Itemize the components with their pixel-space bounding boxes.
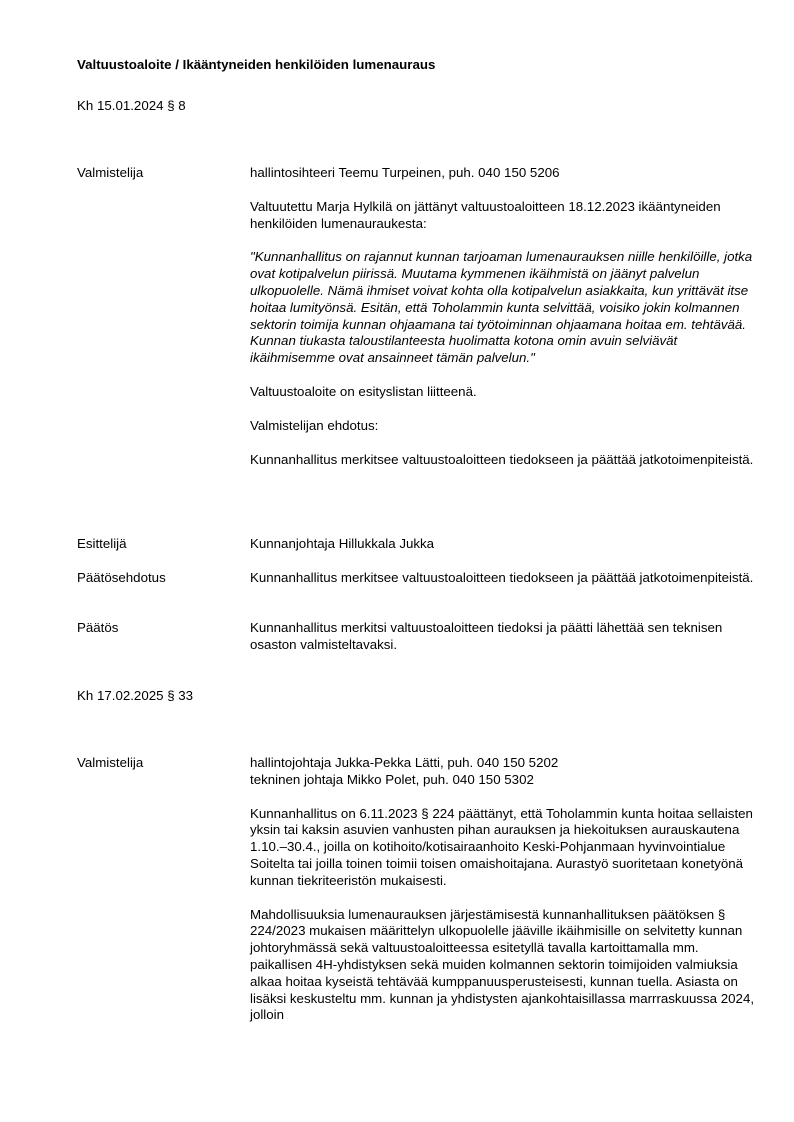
paatos-label: Päätös bbox=[77, 620, 119, 635]
paragraph-aloite-intro: Valtuutettu Marja Hylkilä on jättänyt valtuustoaloitteen 18.12.2023 ikääntyneiden henkilöiden lumenauraukesta: bbox=[250, 198, 721, 231]
esittelija-content: Kunnanjohtaja Hillukkala Jukka bbox=[250, 536, 435, 551]
valmistelija-label-2: Valmistelija bbox=[77, 755, 144, 770]
meeting-heading-2: Kh 17.02.2025 § 33 bbox=[77, 688, 194, 703]
valmistelija-name-1: hallintojohtaja Jukka-Pekka Lätti, puh. 040 150 5202 bbox=[250, 755, 559, 770]
valmistelija-content bbox=[250, 165, 758, 468]
esittelija-label: Esittelijä bbox=[77, 536, 127, 551]
valmistelija-label: Valmistelija bbox=[77, 165, 144, 180]
valmistelija-content-2 bbox=[250, 755, 758, 1024]
paragraph-selvitys: Mahdollisuuksia lumenaurauksen järjestämisestä kunnanhallituksen päätöksen § 224/2023 mukaisen määrittelyn ulkopuolelle jääville ikäihmisille on selvitetty kunnan johtoryhmässä sekä valtuustoaloitteessa esitetyllä tavalla kartoittamalla mm. paikallisen 4H-yhdistyksen sekä muiden kolmannen sektorin toimijoiden valmiuksia alkaa hoitaa kyseistä tehtävää kumppanuusperusteisesti, kunnan tuella. Asiasta on lisäksi keskusteltu mm. kunnan ja yhdistysten ajankohtaisillassa marrraskuussa 2024, jolloin bbox=[250, 906, 755, 1023]
paatosehdotus-label: Päätösehdotus bbox=[77, 570, 166, 585]
meeting-heading-1: Kh 15.01.2024 § 8 bbox=[77, 98, 186, 113]
paragraph-ehdotus-heading: Valmistelijan ehdotus: bbox=[250, 417, 379, 433]
paragraph-liite: Valtuustoaloite on esityslistan liitteenä. bbox=[250, 383, 477, 399]
paragraph-ehdotus: Kunnanhallitus merkitsee valtuustoaloitteen tiedokseen ja päättää jatkotoimenpiteistä. bbox=[250, 451, 754, 467]
valmistelija-name: hallintosihteeri Teemu Turpeinen, puh. 040 150 5206 bbox=[250, 165, 560, 180]
document-title: Valtuustoaloite / Ikääntyneiden henkilöiden lumenauraus bbox=[77, 57, 436, 72]
paragraph-aurauspaatos: Kunnanhallitus on 6.11.2023 § 224 päättänyt, että Toholammin kunta hoitaa sellaisten yksin tai kaksin asuvien vanhusten pihan aurauksen ja hiekoituksen aurauskautena 1.10.–30.4., joilla on kotihoito/kotisairaanhoito Keski-Pohjanmaan hyvinvointialue Soitelta tai joilla toinen toimii toisen omaishoitajana. Aurastyö suoritetaan konetyönä kunnan tiekriteeristön mukaisesti. bbox=[250, 805, 753, 888]
paatosehdotus-content: Kunnanhallitus merkitsee valtuustoaloitteen tiedokseen ja päättää jatkotoimenpiteistä. bbox=[250, 570, 754, 585]
paragraph-aloite-quote: "Kunnanhallitus on rajannut kunnan tarjoaman lumenaurauksen niille henkilöille, jotka ovat kotipalvelun piirissä. Muutama kymmenen ikäihmistä on jäänyt palvelun ulkopuolelle. Nämä ihmiset voivat kohta olla kotipalvelun asiakkaita, kun yrittävät itse hoitaa lumityönsä. Esitän, että Toholammin kunta selvittää, voisiko jokin kolmannen sektorin toimija kunnan ohjaamana tai työtoiminnan ohjaamana hoitaa em. tehtävää. Kunnan tiukasta taloustilanteesta huolimatta kotona omin avuin selviävät ikäihmisemme ovat ansainneet tämän palvelun." bbox=[250, 249, 753, 366]
paatos-content: Kunnanhallitus merkitsi valtuustoaloitteen tiedoksi ja päätti lähettää sen teknisen osaston valmisteltavaksi. bbox=[250, 620, 723, 652]
valmistelija-name-2: tekninen johtaja Mikko Polet, puh. 040 150 5302 bbox=[250, 771, 534, 787]
